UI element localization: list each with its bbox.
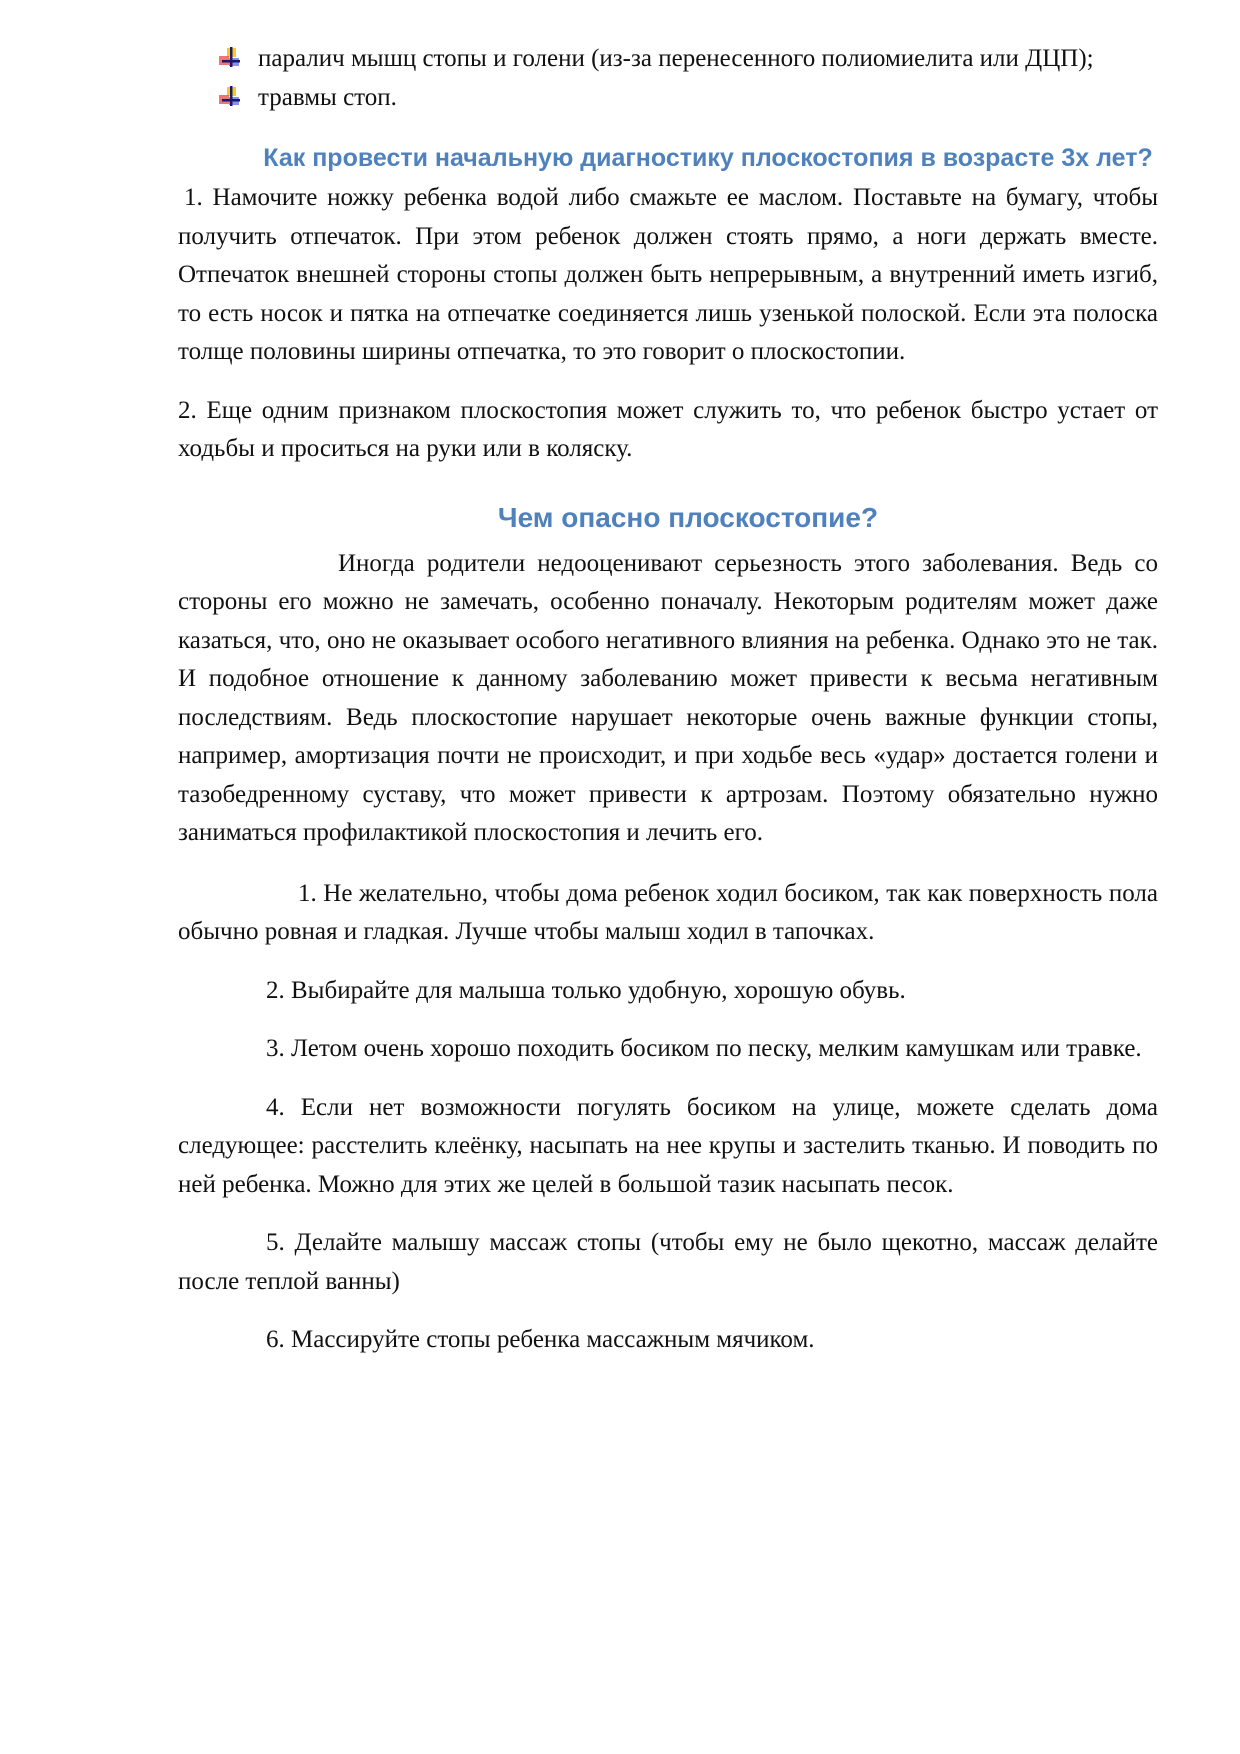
bullet-text: паралич мышц стопы и голени (из-за перенесенного полиомиелита или ДЦП); xyxy=(258,45,1094,72)
bullet-cross-icon xyxy=(216,86,242,108)
tip-4: 4. Если нет возможности погулять босиком на улице, можете сделать дома следующее: расстелить клеёнку, насыпать на нее крупы и застелить тканью. И поводить по ней ребенка. Можно для этих же целей в большой тазик насыпать песок. xyxy=(178,1093,1158,1198)
diagnostics-step-1: 1. Намочите ножку ребенка водой либо смажьте ее маслом. Поставьте на бумагу, чтобы получить отпечаток. При этом ребенок должен стоять прямо, а ноги держать вместе. Отпечаток внешней стороны стопы должен быть непрерывным, а внутренний иметь изгиб, то есть носок и пятка на отпечатке соединяется лишь узенькой полоской. Если эта полоска толще половины ширины отпечатка, то это говорит о плоскостопии. xyxy=(178,184,1158,365)
tip-3: 3. Летом очень хорошо походить босиком по песку, мелким камушкам или травке. xyxy=(266,1035,1142,1062)
tip-2: 2. Выбирайте для малыша только удобную, хорошую обувь. xyxy=(266,976,906,1004)
bullet-text: травмы стоп. xyxy=(258,83,397,111)
document-page xyxy=(178,40,1158,1360)
danger-heading: Чем опасно плоскостопие? xyxy=(497,501,879,533)
list-item xyxy=(178,40,1158,79)
tip-1: 1. Не желательно, чтобы дома ребенок ходил босиком, так как поверхность пола обычно ровная и гладкая. Лучше чтобы малыш ходил в тапочках. xyxy=(178,879,1158,945)
tip-5: 5. Делайте малышу массаж стопы (чтобы ему не было щекотно, массаж делайте после теплой ванны) xyxy=(178,1229,1158,1295)
bullet-cross-icon xyxy=(216,47,242,69)
tip-6: 6. Массируйте стопы ребенка массажным мячиком. xyxy=(266,1326,815,1353)
diagnostics-step-2: 2. Еще одним признаком плоскостопия может служить то, что ребенок быстро устает от ходьбы и проситься на руки или в коляску. xyxy=(178,396,1158,462)
cause-list xyxy=(178,40,1158,117)
danger-paragraph: Иногда родители недооценивают серьезность этого заболевания. Ведь со стороны его можно не замечать, особенно поначалу. Некоторым родителям может даже казаться, что, оно не оказывает особого негативного влияния на ребенка. Однако это не так. И подобное отношение к данному заболеванию может привести к весьма негативным последствиям. Ведь плоскостопие нарушает некоторые очень важные функции стопы, например, амортизация почти не происходит, и при ходьбе весь «удар» достается голени и тазобедренному суставу, что может привести к артрозам. Поэтому обязательно нужно заниматься профилактикой плоскостопия и лечить его. xyxy=(178,549,1158,846)
diagnostics-heading: Как провести начальную диагностику плоскостопия в возрасте 3х лет? xyxy=(263,144,1153,172)
list-item xyxy=(178,79,1158,118)
